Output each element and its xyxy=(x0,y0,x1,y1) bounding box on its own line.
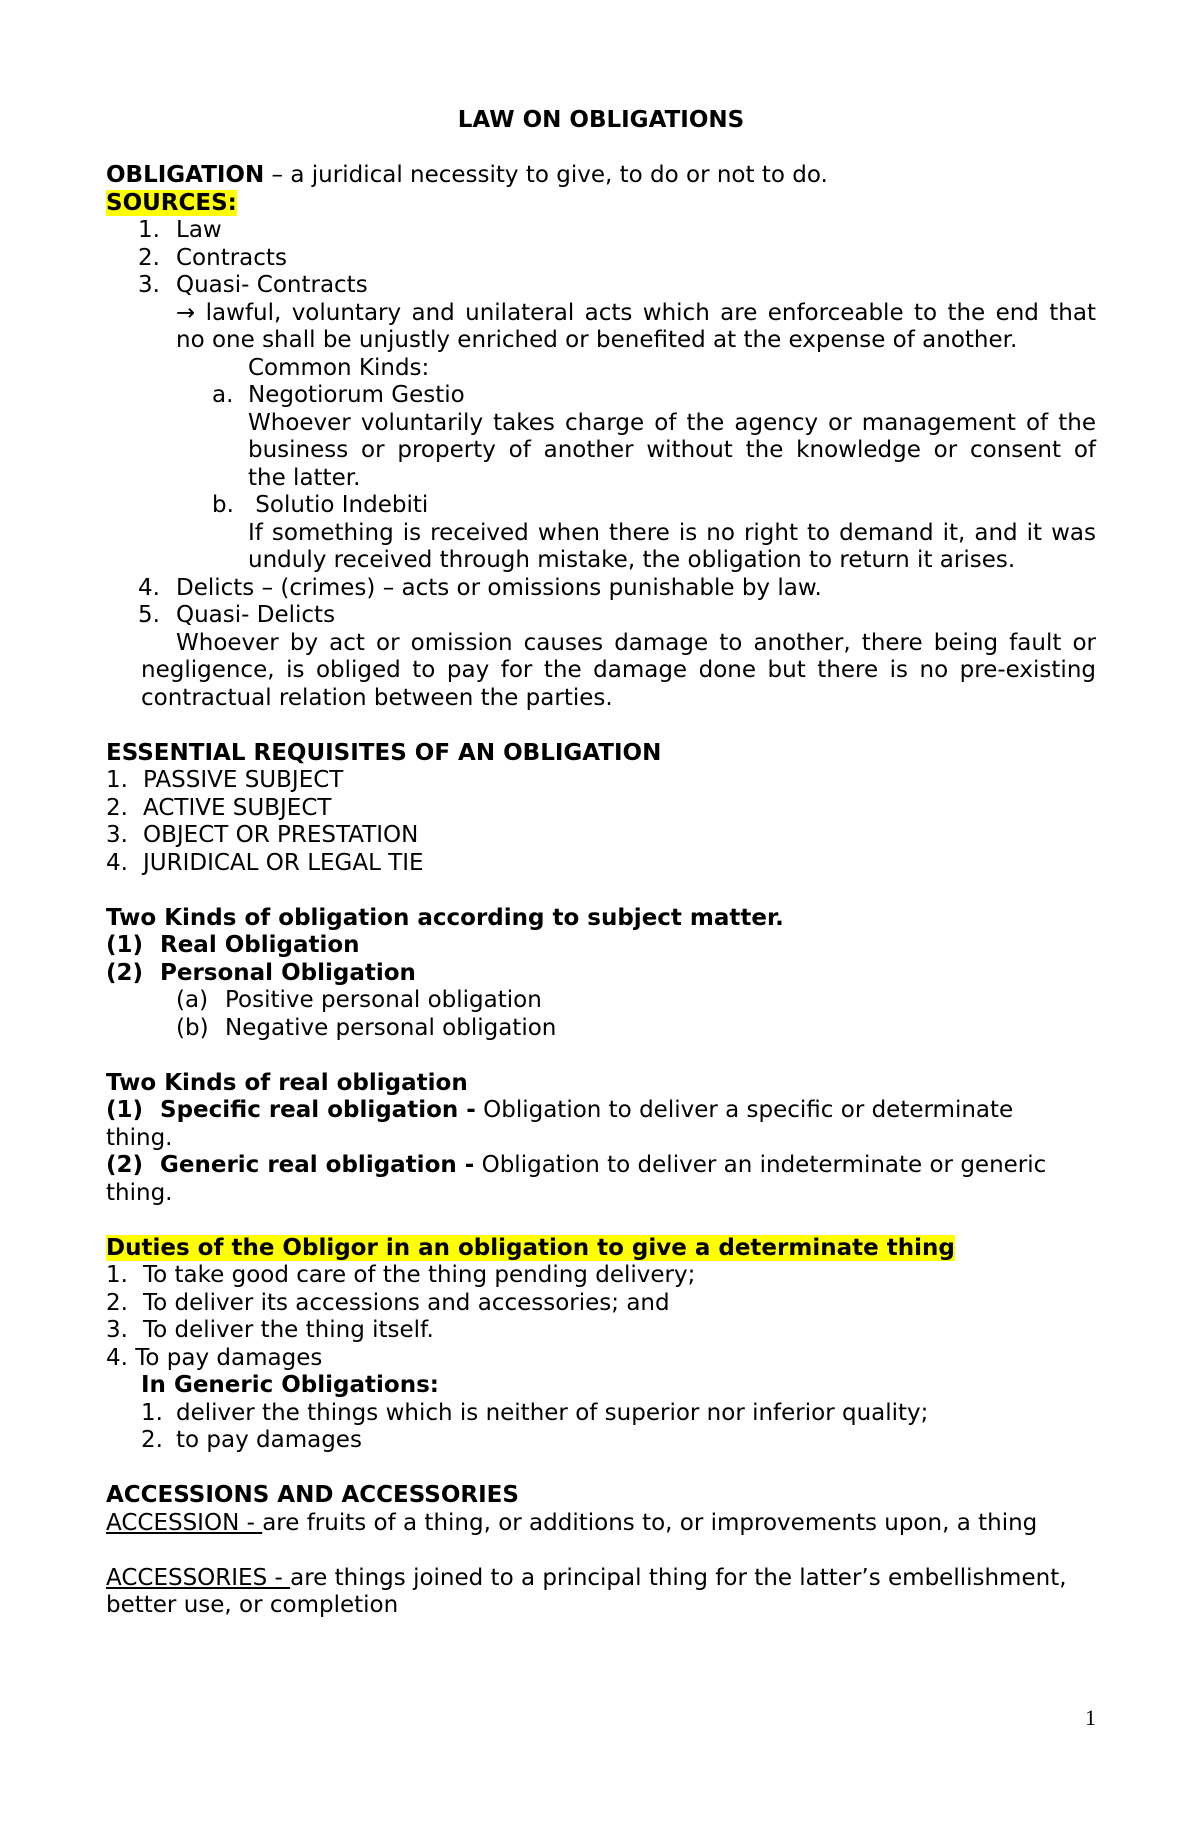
page-number: 1 xyxy=(1085,1705,1096,1730)
accessories-definition: ACCESSORIES - are things joined to a principal thing for the latter’s embellishment, xyxy=(106,1564,1067,1591)
kinds-real-heading: Two Kinds of real obligation xyxy=(106,1069,468,1096)
list-item: 3. To deliver the thing itself. xyxy=(106,1317,434,1343)
list-item: 1. To take good care of the thing pending delivery; xyxy=(106,1262,696,1288)
list-item: a. Negotiorum Gestio xyxy=(212,382,465,408)
list-item: 4. To pay damages xyxy=(106,1344,323,1371)
list-item: (1) Specific real obligation - Obligation to deliver a specific or determinate xyxy=(106,1097,1014,1123)
list-item: (1) Real Obligation xyxy=(106,932,360,958)
list-item: 2. To deliver its accessions and accessories; and xyxy=(106,1289,670,1316)
quasi-contract-description: → lawful, voluntary and unilateral acts which are enforceable to the end that xyxy=(176,299,1096,326)
document-body: LAW ON OBLIGATIONS OBLIGATION – a juridical necessity to give, to do or not to do. SOURCES: 1. Law 2. Contracts 3. Quasi- Contracts → lawful, voluntary and unilateral acts which are enforceable to the end that no one shall be unjustly enriched or benefited at the expense of another. Common Kinds: a. Negotiorum Gestio Whoever voluntarily takes charge of the agency or management of the business or property of another without the knowledge or consent of the latter. b. Solutio Indebiti If something is received when there is no right to demand it, and it was unduly received through mistake, the obligation to return it arises. 4. Delicts – (crimes) – acts or omissions punishable by law. 5. Quasi- Delicts Whoever by act or omission causes damage to another, there being fault or negligence, is obliged to pay for the damage done but there is no pre-existing contractual relation between the parties. ESSENTIAL REQUISITES OF AN OBLIGATION 1. PASSIVE SUBJECT 2. ACTIVE SUBJECT 3. OBJECT OR PRESTATION 4. JURIDICAL OR LEGAL TIE Two Kinds of obligation according to subject matter. (1) Real Obligation (2) Personal Obligation (a) Positive personal obligation (b) Negative personal obligation Two Kinds of real obligation (1) Specific real obligation - Obligation to deliver a specific or determinate thing. (2) Generic real obligation - Obligation to deliver an indeterminate or generic thing. Duties of the Obligor in an obligation to give a determinate thing 1. To take good care of the thing pending delivery; 2. To deliver its accessions and accessories; and 3. To deliver the thing itself. 4. To pay damages In Generic Obligations: 1. deliver the things which is neither of superior nor inferior quality; 2. to pay damages ACCESSIONS AND ACCESSORIES ACCESSION - are fruits of a thing, or additions to, or improvements upon, a thing ACCESSORIES - are things joined to a principal thing for the latter’s embellishment, better use, or completion xyxy=(106,107,1096,1618)
list-item: b. Solutio Indebiti xyxy=(212,492,429,518)
list-item: 5. Quasi- Delicts xyxy=(138,602,336,628)
definition-term: OBLIGATION xyxy=(106,162,265,188)
list-item: (a) Positive personal obligation xyxy=(176,987,542,1013)
list-item: 4. Delicts – (crimes) – acts or omissions punishable by law. xyxy=(138,574,822,601)
duties-heading-line xyxy=(106,1235,1096,1263)
document-title: LAW ON OBLIGATIONS xyxy=(457,107,745,133)
duties-heading: Duties of the Obligor in an obligation to give a determinate thing xyxy=(106,1234,955,1261)
requisites-heading: ESSENTIAL REQUISITES OF AN OBLIGATION xyxy=(106,739,662,766)
accessions-heading: ACCESSIONS AND ACCESSORIES xyxy=(106,1482,519,1508)
list-item: (b) Negative personal obligation xyxy=(176,1014,557,1041)
list-item: 2. ACTIVE SUBJECT xyxy=(106,794,332,821)
quasi-contract-description: no one shall be unjustly enriched or benefited at the expense of another. xyxy=(176,327,1018,353)
list-item: 2. Contracts xyxy=(138,244,287,271)
obligation-definition xyxy=(106,162,1096,190)
list-item: 3. Quasi- Contracts xyxy=(138,272,368,298)
common-kinds-label: Common Kinds: xyxy=(248,354,430,381)
sources-heading-line xyxy=(106,190,1096,218)
definition-text: – a juridical necessity to give, to do or not to do. xyxy=(264,162,828,188)
list-item: 1. Law xyxy=(138,217,222,243)
generic-obligations-heading: In Generic Obligations: xyxy=(141,1372,439,1398)
sources-heading: SOURCES: xyxy=(106,189,237,216)
list-item: 3. OBJECT OR PRESTATION xyxy=(106,822,419,848)
list-item: (2) Generic real obligation - Obligation to deliver an indeterminate or generic xyxy=(106,1152,1047,1178)
list-item: (2) Personal Obligation xyxy=(106,959,416,986)
accession-definition: ACCESSION - are fruits of a thing, or additions to, or improvements upon, a thing xyxy=(106,1509,1038,1536)
list-item: 2. to pay damages xyxy=(141,1427,362,1453)
list-item: 4. JURIDICAL OR LEGAL TIE xyxy=(106,849,424,876)
kinds-subject-heading: Two Kinds of obligation according to subject matter. xyxy=(106,904,784,931)
list-item: 1. PASSIVE SUBJECT xyxy=(106,767,344,793)
list-item: 1. deliver the things which is neither of superior nor inferior quality; xyxy=(141,1399,929,1426)
